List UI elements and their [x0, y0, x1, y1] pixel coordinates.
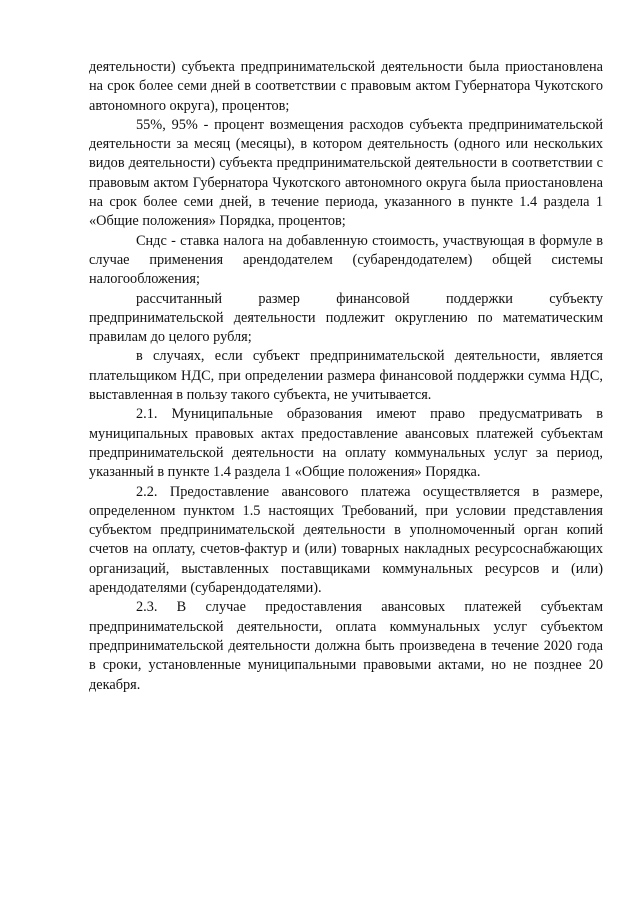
- paragraph-vat-rate: Cндс - ставка налога на добавленную стоимость, участвующая в формуле в случае применения арендодателем (субарендодателем) общей системы налогообложения;: [89, 232, 603, 288]
- paragraph-section-2-1: 2.1. Муниципальные образования имеют право предусматривать в муниципальных правовых актах предоставление авансовых платежей субъектам предпринимательской деятельности на оплату коммунальных услуг за период, указанный в пункте 1.4 раздела 1 «Общие положения» Порядка.: [89, 406, 603, 481]
- paragraph-section-2-2: 2.2. Предоставление авансового платежа осуществляется в размере, определенном пунктом 1.5 настоящих Требований, при условии представления субъектом предпринимательской деятельности в уполномоченный орган копий счетов на оплату, счетов-фактур и (или) товарных накладных ресурсоснабжающих организаций, выставленных поставщиками коммунальных ресурсов и (или) арендодателями (субарендодателями).: [89, 483, 603, 597]
- paragraph-section-2-3: 2.3. В случае предоставления авансовых платежей субъектам предпринимательской деятельности, оплата коммунальных услуг субъектом предпринимательской деятельности должна быть произведена в течение 2020 года в сроки, установленные муниципальными правовыми актами, но не позднее 20 декабря.: [89, 599, 603, 693]
- document-page: [89, 58, 603, 695]
- paragraph-vat-payer: в случаях, если субъект предпринимательской деятельности, является плательщиком НДС, при определении размера финансовой поддержки сумма НДС, выставленная в пользу такого субъекта, не учитывается.: [89, 348, 603, 404]
- paragraph-continuation: деятельности) субъекта предпринимательской деятельности была приостановлена на срок более семи дней в соответствии с правовым актом Губернатора Чукотского автономного округа), процентов;: [89, 59, 603, 114]
- paragraph-reimbursement-percent: 55%, 95% - процент возмещения расходов субъекта предпринимательской деятельности за месяц (месяцы), в котором деятельность (одного или нескольких видов деятельности) субъекта предпринимательской деятельности в соответствии с правовым актом Губернатора Чукотского автономного округа была приостановлена на срок более семи дней, в течение периода, указанного в пункте 1.4 раздела 1 «Общие положения» Порядка, процентов;: [89, 116, 603, 230]
- paragraph-rounding-rule: рассчитанный размер финансовой поддержки субъекту предпринимательской деятельности подлежит округлению по математическим правилам до целого рубля;: [89, 290, 603, 346]
